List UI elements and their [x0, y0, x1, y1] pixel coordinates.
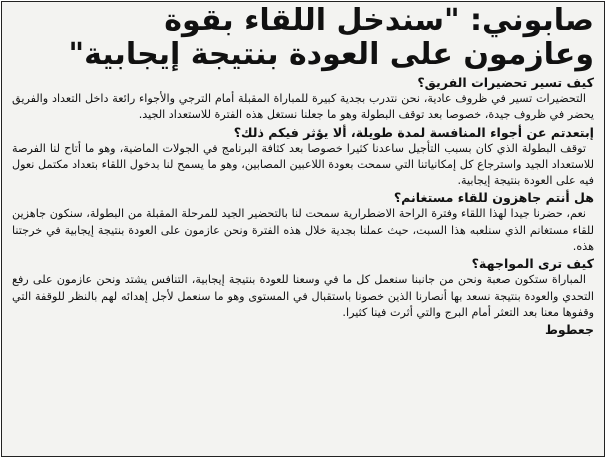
question-4: كيف ترى المواجهة؟ — [471, 256, 594, 272]
question-2: إبتعدتم عن أجواء المنافسة لمدة طويلة، ألا يؤثر فيكم ذلك؟ — [233, 124, 594, 140]
answer-2-text: توقف البطولة الذي كان بسبب التأجيل ساعدنا كثيرا خصوصا بعد كثافة البرنامج في الجولات الماضية، وهو ما أتاح لنا الفرصة للاستعداد الجيد واسترجاع كل إمكانياتنا التي سمحت بعودة اللاعبين المصابين، وهو ما يسمح لنا بدخول اللقاء بتعداد مكتمل نعول فيه على العودة بنتيجة إيجابية. — [12, 141, 594, 188]
answer-1-text: التحضيرات تسير في ظروف عادية، نحن نتدرب بجدية كبيرة للمباراة المقبلة أمام الترجي والأجواء رائعة داخل التعداد والفريق يحضر في ظروف جيدة، خصوصا بعد توقف البطولة وهو ما جعلنا نستغل هذه الفترة للاستعداد الجيد. — [12, 92, 594, 122]
answer-2 — [12, 141, 594, 190]
answer-1 — [12, 91, 594, 124]
answer-3 — [12, 206, 594, 255]
answer-4-text: المباراة ستكون صعبة ونحن من جانبنا سنعمل كل ما في وسعنا للعودة بنتيجة إيجابية، التنافس يشتد ونحن عازمون على رفع التحدي والعودة بنتيجة نسعد بها أنصارنا الذين خصونا باستقبال في المستوى وهو ما سنعمل لأجل إهدائه لهم بالنظر للوقفة التي وقفوها معنا بعد التعثر أمام البرج والتي أثرت فينا كثيرا. — [12, 273, 594, 319]
headline-line-2: وعازمون على العودة بنتيجة إيجابية" — [68, 37, 594, 72]
newspaper-article — [1, 1, 605, 457]
author-signature: جعطوط — [544, 322, 594, 338]
headline — [2, 2, 604, 72]
headline-line-1: صابوني: "سندخل اللقاء بقوة — [164, 3, 594, 38]
answer-3-text: نعم، حضرنا جيدا لهذا اللقاء وفترة الراحة الاضطرارية سمحت لنا بالتحضير الجيد للمرحلة المقبلة من البطولة، سنكون جاهزين للقاء مستغانم الذي سنلعبه هذا السبت، حيث عملنا بجدية خلال هذه الفترة ونحن عازمون على العودة بنتيجة إيجابية في خرجتنا هذه. — [12, 207, 594, 254]
answer-4 — [12, 272, 594, 321]
question-3: هل أنتم جاهزون للقاء مستغانم؟ — [393, 190, 594, 206]
article-body — [2, 72, 604, 339]
question-1: كيف تسير تحضيرات الفريق؟ — [417, 75, 594, 90]
